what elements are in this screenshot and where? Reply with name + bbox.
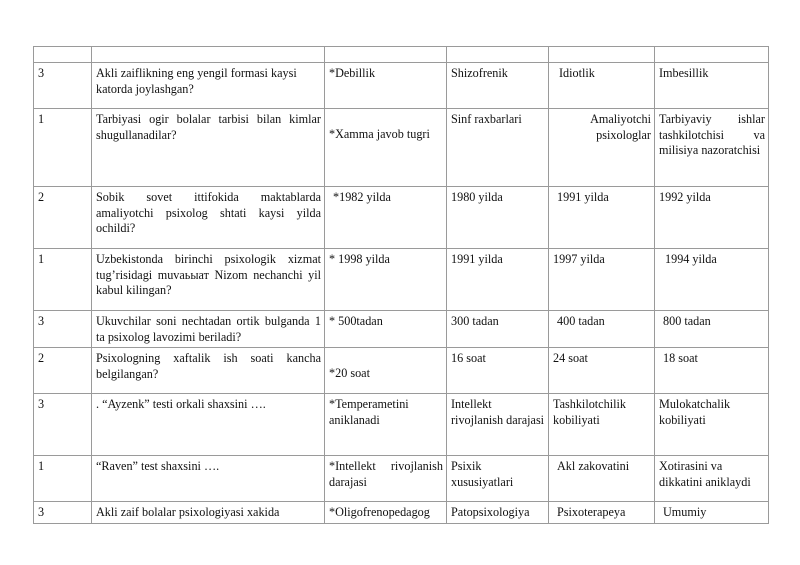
answer-cell: Intellekt rivojlanish darajasi [447, 394, 549, 456]
question-cell: “Raven” test shaxsini …. [92, 456, 325, 502]
difficulty-cell: 1 [34, 249, 92, 311]
answer-cell: Patopsixologiya [447, 502, 549, 524]
answer-cell: 1992 yilda [655, 187, 769, 249]
answer-cell: Tarbiyaviy ishlar tashkilotchisi va milisiya nazoratchisi [655, 109, 769, 187]
answer-cell: 1991 yilda [447, 249, 549, 311]
answer-cell: 1980 yilda [447, 187, 549, 249]
answer-correct-cell: *Intellekt rivojlanish darajasi [325, 456, 447, 502]
difficulty-cell: 3 [34, 502, 92, 524]
difficulty-cell: 2 [34, 187, 92, 249]
table-row [34, 311, 769, 348]
answer-cell: Imbesillik [655, 63, 769, 109]
answer-cell: 24 soat [549, 348, 655, 394]
answer-cell: Idiotlik [549, 63, 655, 109]
answer-correct-cell: *Debillik [325, 63, 447, 109]
empty-cell [34, 47, 92, 63]
difficulty-cell: 3 [34, 311, 92, 348]
question-table [33, 46, 769, 524]
answer-correct-cell: * 1998 yilda [325, 249, 447, 311]
question-cell: Sobik sovet ittifokida maktablarda amaliyotchi psixolog shtati kaysi yilda ochildi? [92, 187, 325, 249]
answer-correct-cell: *1982 yilda [325, 187, 447, 249]
answer-cell: 1994 yilda [655, 249, 769, 311]
question-cell: Akli zaiflikning eng yengil formasi kaysi katorda joylashgan? [92, 63, 325, 109]
difficulty-cell: 2 [34, 348, 92, 394]
answer-cell: 18 soat [655, 348, 769, 394]
empty-cell [92, 47, 325, 63]
question-cell: Uzbekistonda birinchi psixologik xizmat tug’risidagi muvaьыат Nizom nechanchi yil kabul kilingan? [92, 249, 325, 311]
answer-cell: Mulokatchalik kobiliyati [655, 394, 769, 456]
answer-cell: Akl zakovatini [549, 456, 655, 502]
header-row [34, 47, 769, 63]
table-row [34, 109, 769, 187]
question-cell: Ukuvchilar soni nechtadan ortik bulganda 1 ta psixolog lavozimi beriladi? [92, 311, 325, 348]
answer-cell: Psixoterapeya [549, 502, 655, 524]
answer-cell: Tashkilotchilik kobiliyati [549, 394, 655, 456]
question-cell: . “Ayzenk” testi orkali shaxsini …. [92, 394, 325, 456]
answer-cell: 300 tadan [447, 311, 549, 348]
answer-cell: 1991 yilda [549, 187, 655, 249]
table-row [34, 502, 769, 524]
answer-correct-cell: *Xamma javob tugri [325, 109, 447, 187]
answer-cell: 1997 yilda [549, 249, 655, 311]
answer-cell: Xotirasini va dikkatini aniklaydi [655, 456, 769, 502]
empty-cell [447, 47, 549, 63]
answer-correct-cell: *20 soat [325, 348, 447, 394]
answer-cell: Sinf raxbarlari [447, 109, 549, 187]
table-row [34, 348, 769, 394]
answer-cell: Shizofrenik [447, 63, 549, 109]
answer-correct-cell: *Temperametini aniklanadi [325, 394, 447, 456]
difficulty-cell: 1 [34, 109, 92, 187]
table-row [34, 249, 769, 311]
answer-cell: 400 tadan [549, 311, 655, 348]
table-row [34, 187, 769, 249]
question-cell: Akli zaif bolalar psixologiyasi xakida [92, 502, 325, 524]
difficulty-cell: 1 [34, 456, 92, 502]
table-row [34, 456, 769, 502]
table-row [34, 394, 769, 456]
answer-cell: Umumiy [655, 502, 769, 524]
answer-correct-cell: *Oligofrenopedagog [325, 502, 447, 524]
empty-cell [325, 47, 447, 63]
difficulty-cell: 3 [34, 63, 92, 109]
table-row [34, 63, 769, 109]
answer-cell: 16 soat [447, 348, 549, 394]
answer-correct-cell: * 500tadan [325, 311, 447, 348]
question-cell: Tarbiyasi ogir bolalar tarbisi bilan kimlar shugullanadilar? [92, 109, 325, 187]
empty-cell [655, 47, 769, 63]
difficulty-cell: 3 [34, 394, 92, 456]
question-cell: Psixologning xaftalik ish soati kancha belgilangan? [92, 348, 325, 394]
answer-cell: 800 tadan [655, 311, 769, 348]
answer-cell: Amaliyotchi psixologlar [549, 109, 655, 187]
empty-cell [549, 47, 655, 63]
answer-cell: Psixik xususiyatlari [447, 456, 549, 502]
